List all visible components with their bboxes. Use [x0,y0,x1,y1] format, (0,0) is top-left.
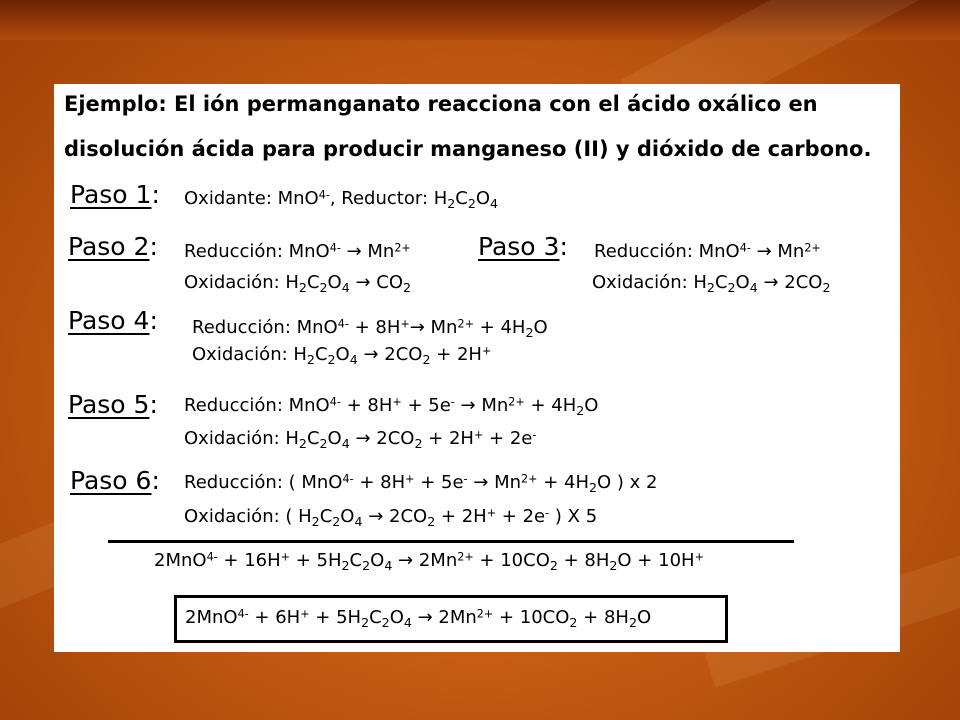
step-3-reduction: Reducción: $MnO^{4-} \to Mn^{2+}$ [594,241,821,262]
sum-divider-line [108,540,794,543]
step-6-oxidation: Oxidación: ( $H_2C_2O_4 \to 2CO_2 + 2H^+ + 2e^-$ ) X 5 [184,506,598,529]
step-4-reduction: Reducción: $MnO^{4-} + 8H^+\to Mn^{2+} + 4H_2O$ [192,317,548,340]
final-equation: $2MnO^{4-} + 6H^+ + 5H_2C_2O_4 \to 2Mn^{2+} + 10CO_2 + 8H_2O$ [185,607,652,630]
slide-content-card [54,84,900,652]
step-5-label: Paso 5 [68,390,150,419]
step-2-heading: Paso 2: [68,232,158,261]
step-1-heading: Paso 1: [70,180,160,209]
step-5-oxidation: Oxidación: $H_2C_2O_4 \to 2CO_2 + 2H^+ + 2e^-$ [184,428,537,451]
step-4-heading: Paso 4: [68,306,158,335]
step-4-label: Paso 4 [68,306,150,335]
step-3-heading: Paso 3: [478,232,568,261]
step-5-heading: Paso 5: [68,390,158,419]
intro-line-2: disolución ácida para producir manganeso (II) y dióxido de carbono. [64,137,872,161]
step-6-label: Paso 6 [70,466,152,495]
step-4-oxidation: Oxidación: $H_2C_2O_4 \to 2CO_2 + 2H^+$ [192,344,492,367]
step-6-heading: Paso 6: [70,466,160,495]
step-3-label: Paso 3 [478,232,560,261]
intro-line-1: Ejemplo: El ión permanganato reacciona con el ácido oxálico en [64,92,818,116]
step-1-label: Paso 1 [70,180,152,209]
step-2-oxidation: Oxidación: $H_2C_2O_4 \to CO_2$ [184,272,411,295]
step-5-reduction: Reducción: $MnO^{4-} + 8H^+ + 5e^- \to Mn^{2+} + 4H_2O$ [184,395,599,418]
sum-equation: $2MnO^{4-} + 16H^+ + 5H_2C_2O_4 \to 2Mn^{2+} + 10CO_2 + 8H_2O + 10H^+$ [154,550,704,573]
step-2-reduction: Reducción: $MnO^{4-} \to Mn^{2+}$ [184,241,411,262]
step-6-reduction: Reducción: ( $MnO^{4-} + 8H^+ + 5e^- \to Mn^{2+} + 4H_2O$ ) x 2 [184,472,658,495]
step-3-oxidation: Oxidación: $H_2C_2O_4 \to 2CO_2$ [592,272,831,295]
final-equation-box [174,595,728,643]
step-1-equation: Oxidante: MnO$^{4-}$, Reductor: $H_2C_2O_4$ [184,188,499,211]
step-2-label: Paso 2 [68,232,150,261]
